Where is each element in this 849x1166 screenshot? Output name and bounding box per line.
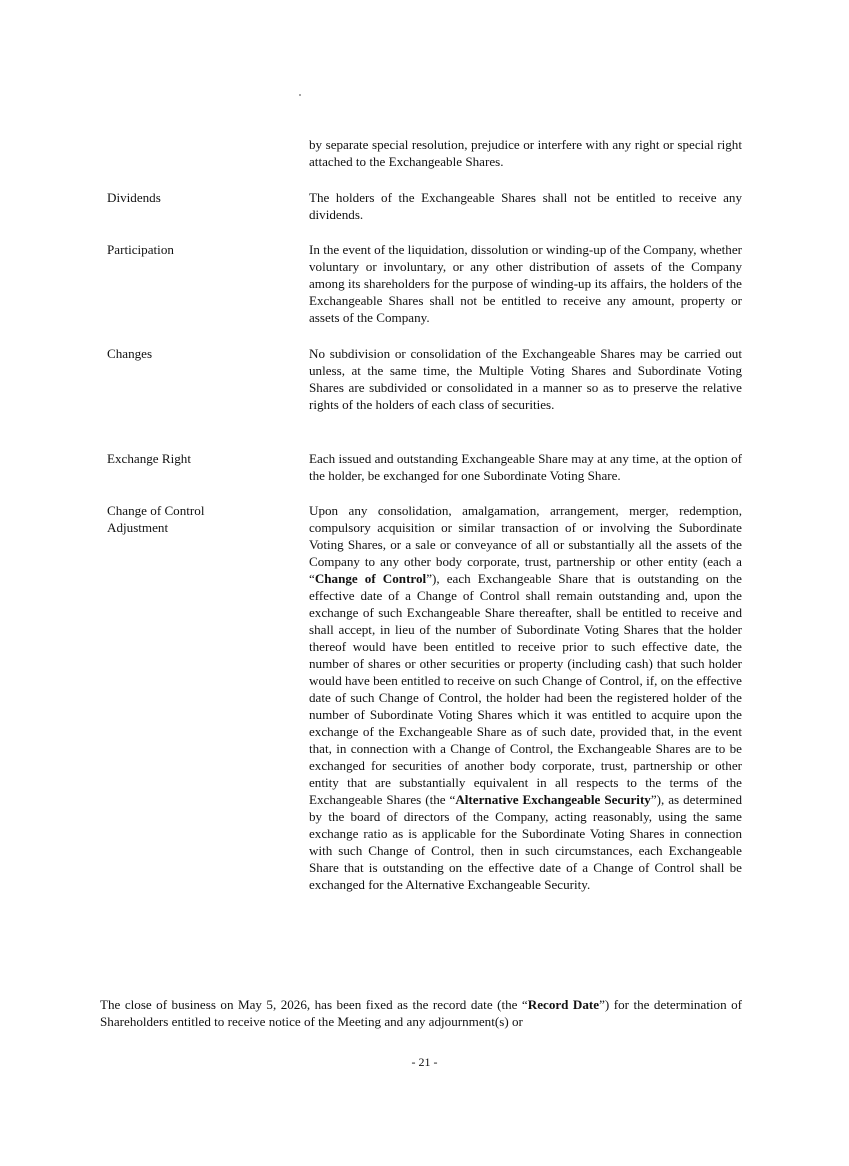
section-label-line2: Adjustment (107, 520, 169, 535)
section-label: Exchange Right (107, 451, 191, 466)
section-text: Each issued and outstanding Exchangeable Share may at any time, at the option of the holder, be exchanged for one Subordinate Voting Share. (309, 451, 742, 483)
closing-paragraph (100, 996, 742, 1030)
stray-mark (299, 94, 301, 96)
text-segment: Upon any consolidation, amalgamation, arrangement, merger, redemption, compulsory acquisition or similar transaction of or involving the Subordinate Voting Shares, or a sale or conveyance of all or substantially all the assets of the Company to any other body corporate, trust, partnership or other entity (each a “ (309, 503, 742, 586)
section-label (107, 502, 297, 536)
text-segment: ”), each Exchangeable Share that is outstanding on the effective date of a Change of Control shall remain outstanding and, upon the exchange of such Exchangeable Share thereafter, shall be entitled to receive and shall accept, in lieu of the number of Subordinate Voting Shares that the holder thereof would have been entitled to receive prior to such effective date, the number of shares or other securities or property (including cash) that such holder would have been entitled to receive on such Change of Control, if, on the effective date of such Change of Control, the holder had been the registered holder of the number of Subordinate Voting Shares which it was entitled to acquire upon the exchange of the Exchangeable Share as of such date, provided that, in the event that, in connection with a Change of Control, the Exchangeable Shares are to be exchanged for securities of another body corporate, trust, partnership or other entity that are substantially equivalent in all respects to the terms of the Exchangeable Shares (the “ (309, 571, 742, 807)
page-number: - 21 - (411, 1055, 438, 1069)
section-label: Participation (107, 242, 174, 257)
defined-term: Change of Control (314, 571, 427, 586)
defined-term: Record Date (527, 997, 600, 1012)
section-text: No subdivision or consolidation of the Exchangeable Shares may be carried out unless, at the same time, the Multiple Voting Shares and Subordinate Voting Shares are subdivided or consolidated in a manner so as to preserve the relative rights of the holders of each class of securities. (309, 346, 742, 412)
defined-term: Alternative Exchangeable Security (455, 792, 651, 807)
text-segment: ”), as determined by the board of directors of the Company, acting reasonably, using the same exchange ratio as is applicable for the Subordinate Voting Shares in connection with such Change of Control, then in such circumstances, each Exchangeable Share that is outstanding on the effective date of a Change of Control shall be exchanged for the Alternative Exchangeable Security. (309, 792, 742, 892)
section-text (309, 502, 742, 893)
continuation-paragraph: by separate special resolution, prejudice or interfere with any right or special right attached to the Exchangeable Shares. (309, 137, 742, 169)
text-segment: The close of business on May 5, 2026, has been fixed as the record date (the “ (100, 997, 528, 1012)
text-segment: ”) for the determination of Shareholders entitled to receive notice of the Meeting and any adjournment(s) or (100, 997, 743, 1029)
section-text: The holders of the Exchangeable Shares shall not be entitled to receive any dividends. (309, 190, 742, 222)
section-label: Changes (107, 346, 153, 361)
section-label-line1: Change of Control (107, 503, 205, 518)
section-text: In the event of the liquidation, dissolution or winding-up of the Company, whether voluntary or involuntary, or any other distribution of assets of the Company among its shareholders for the purpose of winding-up its affairs, the holders of the Exchangeable Shares shall not be entitled to receive any amount, property or assets of the Company. (309, 242, 742, 325)
section-label: Dividends (107, 190, 161, 205)
